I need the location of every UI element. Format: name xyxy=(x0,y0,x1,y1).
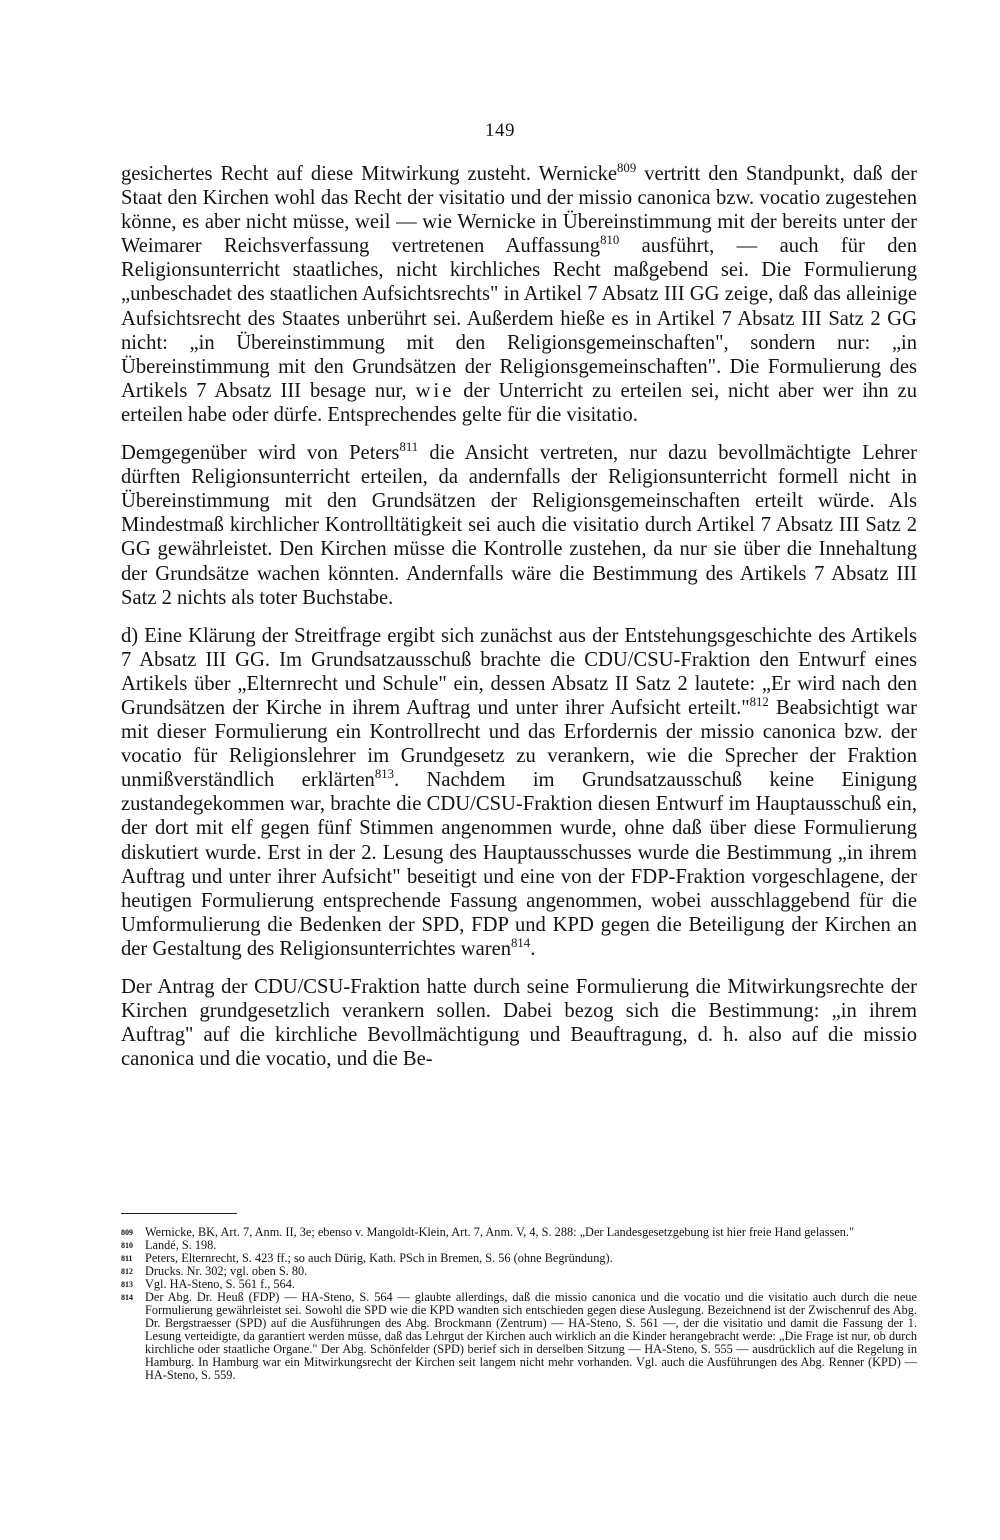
paragraph xyxy=(121,441,917,610)
footnote-text: Vgl. HA-Steno, S. 561 f., 564. xyxy=(145,1277,295,1291)
text-run: Der Antrag der CDU/CSU-Fraktion hatte durch seine Formulierung die Mitwirkungsrechte der Kirchen grundgesetzlich verankern sollen. Dabei bezog sich die Bestimmung: „in ihrem Auftrag" auf die kirchliche Bevollmächtigung und Beauftragung, d. h. also auf die missio canonica und die vocatio, und die Be- xyxy=(121,976,917,1071)
footnote-reference: 814 xyxy=(511,936,531,951)
footnote-number: 812 xyxy=(121,1267,133,1276)
text-run: ausführt, — auch für den Religionsunterricht staatliches, nicht kirchliches Recht maßgebend sei. Die Formulierung „unbeschadet des staatlichen Aufsichtsrechts" in Artikel 7 Absatz III GG zeige, daß das alleinige Aufsichtsrecht des Staates unberührt sei. Außerdem hieße es in Artikel 7 Absatz III Satz 2 GG nicht: „in Übereinstimmung mit den Religionsgemeinschaften", sondern nur: „in Übereinstimmung mit den Grundsätzen der Religionsgemeinschaften". Die Formulierung des Artikels 7 Absatz III besage nur, xyxy=(121,235,917,402)
paragraph xyxy=(121,975,917,1071)
footnote-reference: 812 xyxy=(749,695,769,710)
footnotes-section xyxy=(121,1226,917,1382)
footnote-text: Drucks. Nr. 302; vgl. oben S. 80. xyxy=(145,1264,308,1278)
footnote-text: Der Abg. Dr. Heuß (FDP) — HA-Steno, S. 564 — glaubte allerdings, daß die missio canonica und die vocatio und die visitatio auch durch die neue Formulierung gewährleistet sei. Sowohl die SPD wie die KPD wandten sich entschieden gegen diese Auslegung. Bezeichnend ist der Zwischenruf des Abg. Dr. Bergstraesser (SPD) auf die Ausführungen des Abg. Brockmann (Zentrum) — HA-Steno, S. 561 —, der die visitatio und damit die Fassung der 1. Lesung verteidigte, da garantiert werden müsse, daß das Lehrgut der Kirchen auch wirklich an die Kinder herangebracht werde: „Die Frage ist nur, ob durch kirchliche oder staatliche Organe." Der Abg. Schönfelder (SPD) berief sich in derselben Sitzung — HA-Steno, S. 555 — ausdrücklich auf die Regelung in Hamburg. In Hamburg war ein Mitwirkungsrecht der Kirchen seit langem nicht mehr vorhanden. Vgl. auch die Ausführungen des Abg. Renner (KPD) — HA-Steno, S. 559. xyxy=(145,1290,917,1382)
footnote-reference: 813 xyxy=(374,767,394,782)
footnote-reference: 811 xyxy=(399,440,419,455)
text-run: der Unterricht zu erteilen sei, nicht aber wer ihn zu erteilen habe oder dürfe. Entsprechendes gelte für die visitatio. xyxy=(121,379,917,426)
text-run: Beabsichtigt war mit dieser Formulierung ein Kontrollrecht und das Erfordernis der missio canonica bzw. der vocatio für Religionslehrer im Grundgesetz zu verankern, wie die Sprecher der Fraktion unmißverständlich erklärten xyxy=(121,696,917,792)
footnote-separator-rule xyxy=(121,1213,237,1214)
text-run: d) Eine Klärung der Streitfrage ergibt sich zunächst aus der Entstehungsgeschichte des Artikels 7 Absatz III GG. Im Grundsatzausschuß brachte die CDU/CSU-Fraktion den Entwurf eines Artikels über „Elternrecht und Schule" ein, dessen Absatz II Satz 2 lautete: „Er wird nach den Grundsätzen der Kirche in ihrem Auftrag und unter ihrer Aufsicht erteilt." xyxy=(121,624,917,719)
footnote-text: Wernicke, BK, Art. 7, Anm. II, 3e; ebenso v. Mangoldt-Klein, Art. 7, Anm. V, 4, S. 288: „Der Landesgesetzgebung ist hier freie Hand gelassen." xyxy=(145,1225,855,1239)
footnote-number: 813 xyxy=(121,1280,133,1289)
footnote-text: Peters, Elternrecht, S. 423 ff.; so auch Dürig, Kath. PSch in Bremen, S. 56 (ohne Begründung). xyxy=(145,1251,613,1265)
paragraph xyxy=(121,162,917,427)
page-number: 149 xyxy=(485,120,515,141)
footnote-reference: 810 xyxy=(600,233,620,248)
footnote xyxy=(121,1291,917,1382)
text-run: die Ansicht vertreten, nur dazu bevollmächtigte Lehrer dürften Religionsunterricht erteilen, da andernfalls der Religionsunterricht formell nicht in Übereinstimmung mit den Grundsätzen der Religionsgemeinschaften erteilt würde. Als Mindestmaß kirchlicher Kontrolltätigkeit sei auch die visitatio durch Artikel 7 Absatz III Satz 2 GG gewährleistet. Den Kirchen müsse die Kontrolle zustehen, da nur sie über die Innehaltung der Grundsätze wachen könnten. Andernfalls wäre die Bestimmung des Artikels 7 Absatz III Satz 2 nichts als toter Buchstabe. xyxy=(121,442,917,609)
text-run: Demgegenüber wird von Peters xyxy=(121,442,400,465)
emphasized-word: wie xyxy=(415,379,455,402)
footnote xyxy=(121,1226,917,1239)
text-run: . xyxy=(530,937,536,960)
footnote-reference: 809 xyxy=(617,161,637,176)
footnote-text: Landé, S. 198. xyxy=(145,1238,217,1252)
footnote-number: 810 xyxy=(121,1241,133,1250)
paragraph xyxy=(121,624,917,961)
text-run: vertritt den Standpunkt, daß der Staat den Kirchen wohl das Recht der visitatio und der missio canonica bzw. vocatio zugestehen könne, es aber nicht müsse, weil — wie Wernicke in Übereinstimmung mit der bereits unter der Weimarer Reichsverfassung vertretenen Auffassung xyxy=(121,163,917,258)
body-text xyxy=(121,162,917,1085)
text-run: . Nachdem im Grundsatzausschuß keine Einigung zustandegekommen war, brachte die CDU/CSU-Fraktion diesen Entwurf im Hauptausschuß ein, der dort mit elf gegen fünf Stimmen angenommen wurde, ohne daß über diese Formulierung diskutiert wurde. Erst in der 2. Lesung des Hauptausschusses wurde die Bestimmung „in ihrem Auftrag und unter ihrer Aufsicht" beseitigt und eine von der FDP-Fraktion vorgeschlagene, der heutigen Formulierung entsprechende Fassung angenommen, wobei ausschlaggebend für die Umformulierung die Bedenken der SPD, FDP und KPD gegen die Beteiligung der Kirchen an der Gestaltung des Religionsunterrichtes waren xyxy=(121,769,917,960)
text-run: gesichertes Recht auf diese Mitwirkung zusteht. Wernicke xyxy=(121,163,618,185)
footnote-number: 814 xyxy=(121,1293,133,1302)
footnote-number: 811 xyxy=(121,1254,133,1263)
footnote-number: 809 xyxy=(121,1228,133,1237)
